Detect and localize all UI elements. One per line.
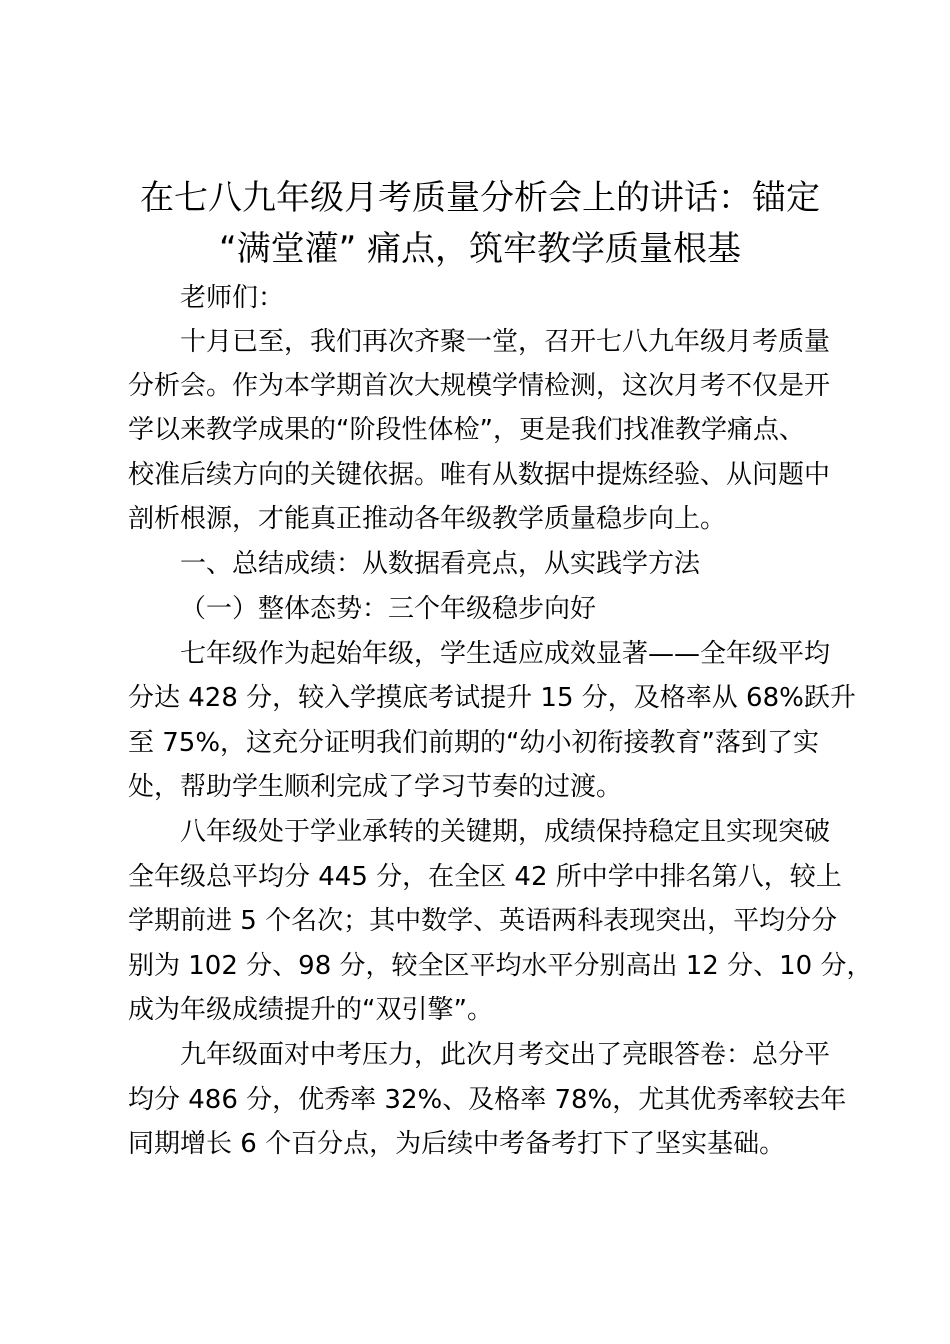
subsection-heading: （一）整体态势：三个年级稳步向好 <box>180 594 597 624</box>
paragraph-line: 七年级作为起始年级，学生适应成效显著——全年级平均 <box>180 639 831 669</box>
paragraph-line: 九年级面对中考压力，此次月考交出了亮眼答卷：总分平 <box>180 1040 831 1070</box>
paragraph-line: 处，帮助学生顺利完成了学习节奏的过渡。 <box>128 772 623 802</box>
paragraph-line: 十月已至，我们再次齐聚一堂，召开七八九年级月考质量 <box>180 327 831 357</box>
paragraph-line: 全年级总平均分 445 分，在全区 42 所中学中排名第八，较上 <box>128 862 842 892</box>
paragraph-line: 八年级处于学业承转的关键期，成绩保持稳定且实现突破 <box>180 817 831 847</box>
paragraph-line: 分析会。作为本学期首次大规模学情检测，这次月考不仅是开 <box>128 371 831 401</box>
paragraph-line: 学以来教学成果的“阶段性体检”，更是我们找准教学痛点、 <box>128 415 805 445</box>
paragraph-line: 至 75%，这充分证明我们前期的“幼小初衔接教育”落到了实 <box>128 728 819 758</box>
paragraph-line: 分达 428 分，较入学摸底考试提升 15 分，及格率从 68%跃升 <box>128 683 856 713</box>
paragraph-line: 剖析根源，才能真正推动各年级教学质量稳步向上。 <box>128 504 727 534</box>
paragraph-line: 别为 102 分、98 分，较全区平均水平分别高出 12 分、10 分， <box>128 951 873 981</box>
paragraph-line: 均分 486 分，优秀率 32%、及格率 78%，尤其优秀率较去年 <box>128 1085 847 1115</box>
paragraph-line: 成为年级成绩提升的“双引擎”。 <box>128 995 493 1025</box>
title-line-2: “满堂灌” 痛点，筑牢教学质量根基 <box>218 229 742 269</box>
paragraph-line: 学期前进 5 个名次；其中数学、英语两科表现突出，平均分分 <box>128 906 838 936</box>
paragraph-line: 同期增长 6 个百分点，为后续中考备考打下了坚实基础。 <box>128 1129 786 1159</box>
paragraph-line: 校准后续方向的关键依据。唯有从数据中提炼经验、从问题中 <box>128 460 831 490</box>
section-heading: 一、总结成绩：从数据看亮点，从实践学方法 <box>180 549 701 579</box>
title-line-1: 在七八九年级月考质量分析会上的讲话：锚定 <box>140 178 820 218</box>
salutation: 老师们： <box>180 283 285 313</box>
